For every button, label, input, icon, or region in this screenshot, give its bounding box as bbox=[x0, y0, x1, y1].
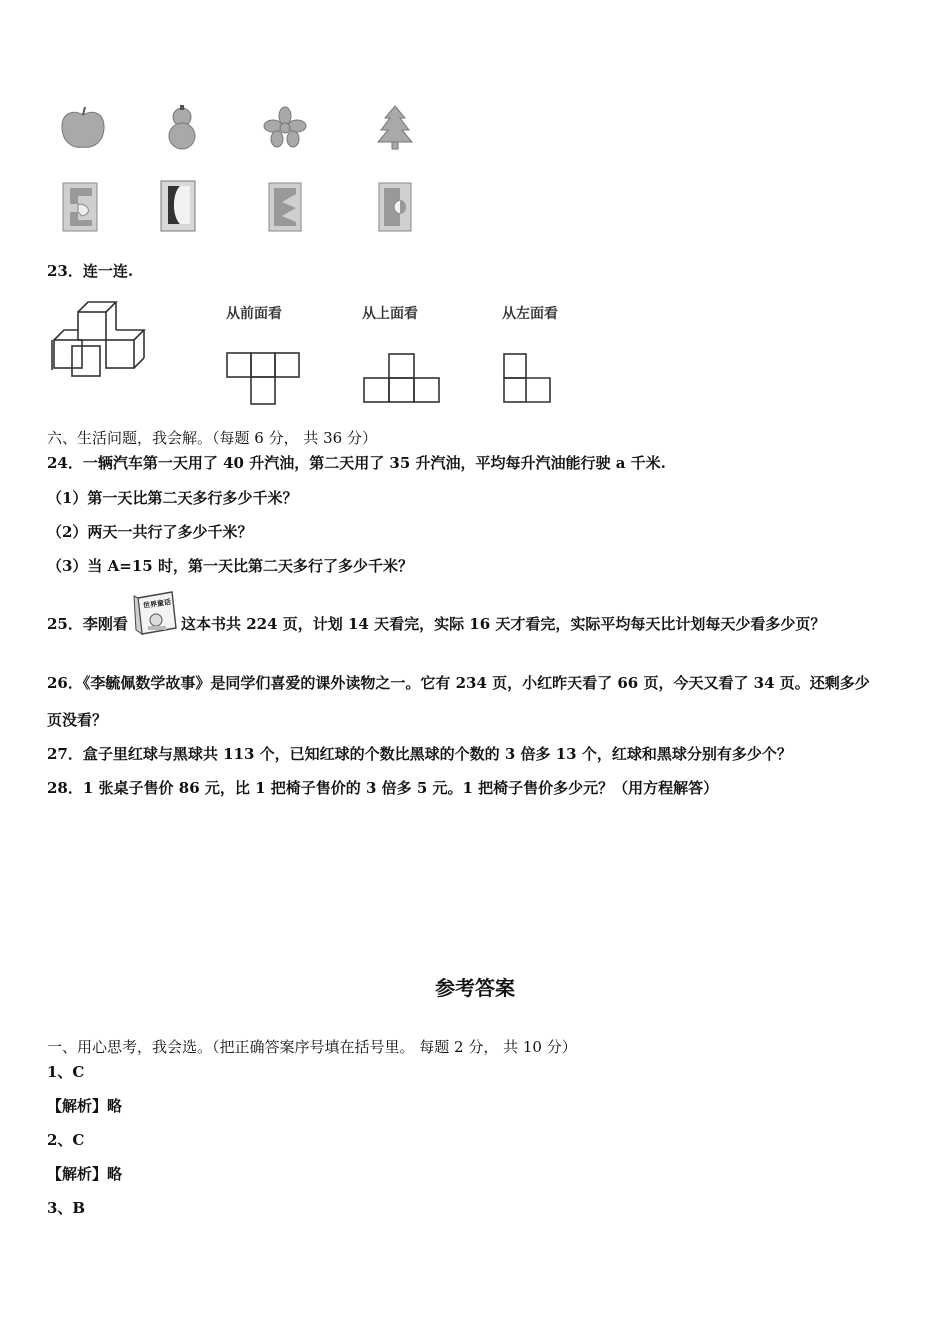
question-24-sub-1: （1）第一天比第二天多行多少千米？ bbox=[47, 489, 298, 507]
flower-shape-icon bbox=[262, 106, 308, 148]
answers-title: 参考答案 bbox=[435, 976, 515, 1000]
front-view-shape bbox=[226, 352, 302, 406]
question-25-prefix: 25．李刚看 bbox=[47, 615, 128, 633]
gourd-shape-icon bbox=[162, 103, 202, 151]
question-27: 27．盒子里红球与黑球共 113 个，已知红球的个数比黑球的个数的 3 倍多 13 个，红球和黑球分别有多少个？ bbox=[47, 745, 792, 763]
cutout-card-4-icon bbox=[378, 182, 412, 232]
cutout-card-3-icon bbox=[268, 182, 302, 232]
left-view-label: 从左面看 bbox=[502, 306, 558, 322]
apple-shape-icon bbox=[58, 105, 108, 151]
question-26-line-1: 26．《李毓佩数学故事》是同学们喜爱的课外读物之一。它有 234 页，小红昨天看了 66 页，今天又看了 34 页。还剩多少 bbox=[47, 674, 870, 692]
question-28: 28．1 张桌子售价 86 元，比 1 把椅子售价的 3 倍多 5 元。1 把椅子售价多少元？（用方程解答） bbox=[47, 779, 719, 797]
question-23-label: 23．连一连. bbox=[47, 262, 134, 280]
explanation-2: 【解析】略 bbox=[47, 1165, 123, 1183]
section-6-heading: 六、生活问题，我会解。（每题 6 分， 共 36 分） bbox=[47, 429, 377, 447]
question-24-stem: 24．一辆汽车第一天用了 40 升汽油，第二天用了 35 升汽油，平均每升汽油能行驶 a 千米. bbox=[47, 454, 666, 472]
answer-3: 3、B bbox=[47, 1199, 86, 1217]
cube-stack-diagram bbox=[48, 298, 158, 380]
cutout-card-1-icon bbox=[62, 182, 98, 232]
question-24-sub-3: （3）当 A=15 时，第一天比第二天多行了多少千米？ bbox=[47, 557, 413, 575]
question-24-sub-2: （2）两天一共行了多少千米？ bbox=[47, 523, 253, 541]
top-view-label: 从上面看 bbox=[362, 306, 418, 322]
answer-1: 1、C bbox=[47, 1063, 85, 1081]
answer-2: 2、C bbox=[47, 1131, 85, 1149]
explanation-1: 【解析】略 bbox=[47, 1097, 123, 1115]
tree-shape-icon bbox=[375, 104, 415, 150]
question-25-text: 这本书共 224 页，计划 14 天看完，实际 16 天才看完，实际平均每天比计划每天少看多少页？ bbox=[181, 615, 826, 633]
top-view-shape bbox=[363, 353, 441, 405]
answers-section-1-heading: 一、用心思考，我会选。（把正确答案序号填在括号里。 每题 2 分， 共 10 分） bbox=[47, 1038, 577, 1056]
question-26-line-2: 页没看？ bbox=[47, 711, 108, 729]
left-view-shape bbox=[502, 353, 554, 405]
book-title: 世界童话 bbox=[142, 597, 172, 610]
cutout-card-2-icon bbox=[160, 180, 196, 232]
front-view-label: 从前面看 bbox=[226, 306, 282, 322]
book-icon bbox=[134, 590, 178, 636]
